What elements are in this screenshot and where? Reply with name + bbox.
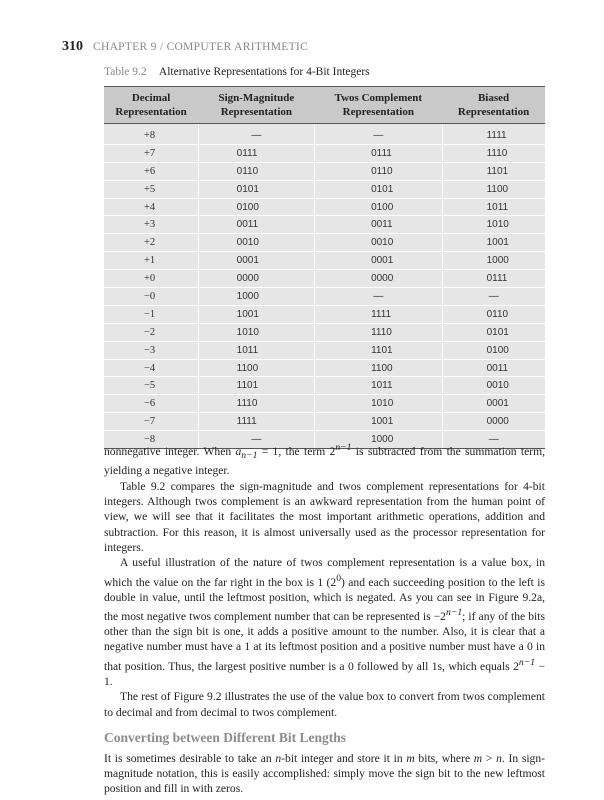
decimal-cell: −2 bbox=[104, 323, 198, 341]
table-label: Table 9.2 bbox=[104, 66, 147, 78]
decimal-cell: +0 bbox=[104, 270, 198, 288]
sign-magnitude-cell: 0111 bbox=[198, 144, 314, 162]
sign-magnitude-cell: 1000 bbox=[198, 288, 314, 306]
table-caption-text: Alternative Representations for 4-Bit Integers bbox=[158, 66, 370, 78]
table-row bbox=[104, 144, 545, 162]
twos-complement-cell: 0110 bbox=[315, 162, 443, 180]
table-row bbox=[104, 413, 545, 431]
table-row bbox=[104, 359, 545, 377]
sign-magnitude-cell: 1111 bbox=[198, 413, 314, 431]
decimal-cell: −0 bbox=[104, 288, 198, 306]
biased-cell: 1111 bbox=[442, 124, 545, 145]
paragraph-1: nonnegative integer. When $a_{n-1} = 1$, the term $2^{n-1}$ is subtracted from the summation term, yielding a negative integer. bbox=[104, 442, 545, 478]
table-row bbox=[104, 198, 545, 216]
representations-table bbox=[104, 86, 545, 449]
section-heading: Converting between Different Bit Lengths bbox=[104, 729, 346, 745]
table-row bbox=[104, 234, 545, 252]
decimal-cell: +4 bbox=[104, 198, 198, 216]
table-row bbox=[104, 162, 545, 180]
biased-cell: 0010 bbox=[442, 377, 545, 395]
page-number: 310 bbox=[62, 39, 83, 54]
sign-magnitude-cell: 1001 bbox=[198, 305, 314, 323]
twos-complement-cell: 0011 bbox=[315, 216, 443, 234]
table-row bbox=[104, 323, 545, 341]
twos-complement-cell: 1111 bbox=[315, 305, 443, 323]
twos-complement-cell: 1000 bbox=[315, 431, 443, 449]
body-text bbox=[104, 440, 545, 797]
table-row bbox=[104, 305, 545, 323]
decimal-cell: −5 bbox=[104, 377, 198, 395]
table-caption bbox=[104, 66, 370, 78]
table-row bbox=[104, 341, 545, 359]
sign-magnitude-cell: — bbox=[198, 431, 314, 449]
sign-magnitude-cell: 1110 bbox=[198, 395, 314, 413]
table-row bbox=[104, 377, 545, 395]
table-row bbox=[104, 395, 545, 413]
biased-cell: — bbox=[442, 431, 545, 449]
decimal-cell: −4 bbox=[104, 359, 198, 377]
decimal-cell: +1 bbox=[104, 252, 198, 270]
biased-cell: 1001 bbox=[442, 234, 545, 252]
sign-magnitude-cell: — bbox=[198, 124, 314, 145]
biased-cell: 1011 bbox=[442, 198, 545, 216]
biased-cell: 0001 bbox=[442, 395, 545, 413]
paragraph-3: A useful illustration of the nature of twos complement representation is a value box, in which the value on the far right in the box is 1 $(2^0)$ and each succeeding position to the left is double in value, until the leftmost position, which is negated. As you can see in Figure 9.2a, the most negative twos complement number that can be represented is $-2^{n-1}$; if any of the bits other than the sign bit is one, it adds a positive amount to the number. Also, it is clear that a negative number must have a 1 at its leftmost position and a positive number must have a 0 in that position. Thus, the largest positive number is a 0 followed by all 1s, which equals $2^{n-1} - 1$. bbox=[104, 556, 545, 688]
sign-magnitude-cell: 0100 bbox=[198, 198, 314, 216]
twos-complement-cell: 1011 bbox=[315, 377, 443, 395]
sign-magnitude-cell: 0101 bbox=[198, 180, 314, 198]
biased-cell: 1110 bbox=[442, 144, 545, 162]
twos-complement-cell: 1110 bbox=[315, 323, 443, 341]
table-row bbox=[104, 180, 545, 198]
biased-cell: — bbox=[442, 288, 545, 306]
sign-magnitude-cell: 1010 bbox=[198, 323, 314, 341]
decimal-cell: +3 bbox=[104, 216, 198, 234]
decimal-cell: −8 bbox=[104, 431, 198, 449]
paragraph-4: The rest of Figure 9.2 illustrates the use of the value box to convert from twos complement to decimal and from decimal to twos complement. bbox=[104, 690, 545, 719]
decimal-cell: +6 bbox=[104, 162, 198, 180]
twos-complement-cell: 0000 bbox=[315, 270, 443, 288]
twos-complement-cell: — bbox=[315, 124, 443, 145]
twos-complement-cell: — bbox=[315, 288, 443, 306]
twos-complement-cell: 0010 bbox=[315, 234, 443, 252]
column-header-decimal: Decimal Representation bbox=[104, 87, 198, 124]
twos-complement-cell: 1010 bbox=[315, 395, 443, 413]
twos-complement-cell: 0111 bbox=[315, 144, 443, 162]
biased-cell: 1100 bbox=[442, 180, 545, 198]
table-header-row bbox=[104, 87, 545, 124]
column-header-biased: Biased Representation bbox=[442, 87, 545, 124]
sign-magnitude-cell: 1011 bbox=[198, 341, 314, 359]
decimal-cell: +5 bbox=[104, 180, 198, 198]
decimal-cell: −7 bbox=[104, 413, 198, 431]
sign-magnitude-cell: 0000 bbox=[198, 270, 314, 288]
twos-complement-cell: 1101 bbox=[315, 341, 443, 359]
table-row bbox=[104, 270, 545, 288]
biased-cell: 0111 bbox=[442, 270, 545, 288]
decimal-cell: −1 bbox=[104, 305, 198, 323]
sign-magnitude-cell: 1101 bbox=[198, 377, 314, 395]
column-header-sign-magnitude: Sign-Magnitude Representation bbox=[198, 87, 314, 124]
paragraph-2: Table 9.2 compares the sign-magnitude and twos complement representations for 4-bit integers. Although twos complement is an awkward representation from the human point of view, we will see that it facilitates the most important arithmetic operations, addition and subtraction. For this reason, it is almost universally used as the processor representation for integers. bbox=[104, 479, 545, 554]
biased-cell: 0000 bbox=[442, 413, 545, 431]
decimal-cell: +7 bbox=[104, 144, 198, 162]
chapter-title: CHAPTER 9 / COMPUTER ARITHMETIC bbox=[93, 41, 309, 53]
biased-cell: 0110 bbox=[442, 305, 545, 323]
twos-complement-cell: 0100 bbox=[315, 198, 443, 216]
table-row bbox=[104, 124, 545, 145]
section-paragraph: It is sometimes desirable to take an n-bit integer and store it in m bits, where m > n. In sign-magnitude notation, this is easily accomplished: simply move the sign bit to the new leftmost position and fill in with zeros. bbox=[104, 751, 546, 796]
biased-cell: 0101 bbox=[442, 323, 545, 341]
sign-magnitude-cell: 1100 bbox=[198, 359, 314, 377]
sign-magnitude-cell: 0001 bbox=[198, 252, 314, 270]
table-body bbox=[104, 124, 545, 449]
decimal-cell: +8 bbox=[104, 124, 198, 145]
sign-magnitude-cell: 0010 bbox=[198, 234, 314, 252]
biased-cell: 0011 bbox=[442, 359, 545, 377]
sign-magnitude-cell: 0110 bbox=[198, 162, 314, 180]
table-row bbox=[104, 252, 545, 270]
biased-cell: 1000 bbox=[442, 252, 545, 270]
twos-complement-cell: 1100 bbox=[315, 359, 443, 377]
column-header-twos-complement: Twos Complement Representation bbox=[315, 87, 443, 124]
page-header bbox=[62, 37, 308, 55]
decimal-cell: −3 bbox=[104, 341, 198, 359]
twos-complement-cell: 0001 bbox=[315, 252, 443, 270]
biased-cell: 1010 bbox=[442, 216, 545, 234]
decimal-cell: −6 bbox=[104, 395, 198, 413]
table-row bbox=[104, 288, 545, 306]
decimal-cell: +2 bbox=[104, 234, 198, 252]
twos-complement-cell: 1001 bbox=[315, 413, 443, 431]
biased-cell: 1101 bbox=[442, 162, 545, 180]
table-row bbox=[104, 216, 545, 234]
sign-magnitude-cell: 0011 bbox=[198, 216, 314, 234]
biased-cell: 0100 bbox=[442, 341, 545, 359]
twos-complement-cell: 0101 bbox=[315, 180, 443, 198]
